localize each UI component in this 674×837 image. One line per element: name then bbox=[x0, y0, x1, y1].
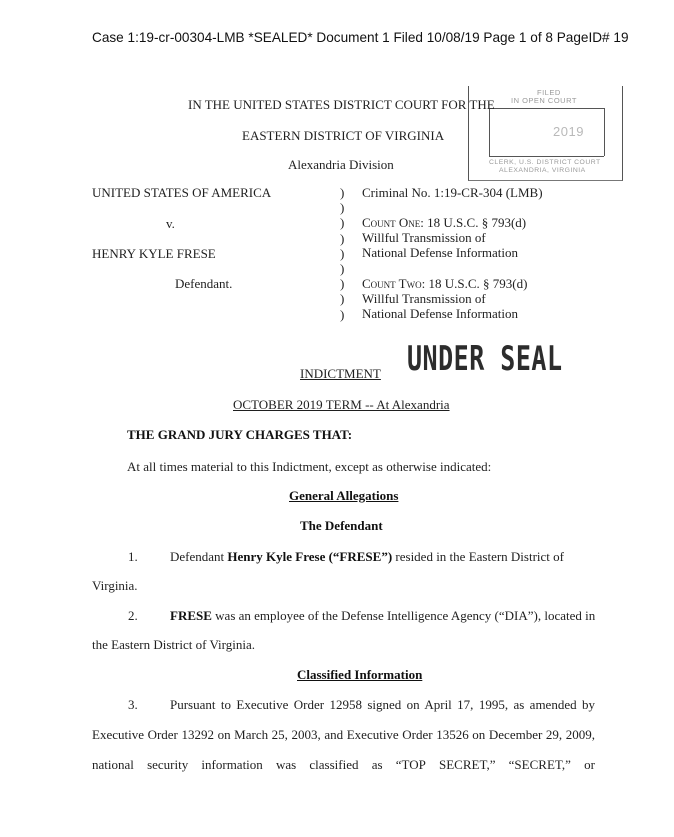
count-two bbox=[362, 276, 527, 292]
count-two-statute: 18 U.S.C. § 793(d) bbox=[428, 276, 528, 291]
count-one-statute: 18 U.S.C. § 793(d) bbox=[427, 215, 527, 230]
defendant-heading: The Defendant bbox=[300, 518, 383, 533]
para-3-word: SECRET,” bbox=[439, 757, 496, 772]
case-header: Case 1:19-cr-00304-LMB *SEALED* Document 1 Filed 10/08/19 Page 1 of 8 PageID# 19 bbox=[92, 30, 629, 45]
stamp-filed: FILED bbox=[537, 88, 561, 97]
para-3-word: national bbox=[92, 757, 134, 772]
count-one-label: Count One: bbox=[362, 215, 424, 230]
para-3-word: was bbox=[276, 757, 297, 772]
criminal-number: Criminal No. 1:19-CR-304 (LMB) bbox=[362, 185, 543, 200]
stamp-rule bbox=[489, 108, 604, 109]
para-3-line-3 bbox=[92, 757, 595, 773]
count-two-line-3: National Defense Information bbox=[362, 306, 518, 321]
para-3-line-1: Pursuant to Executive Order 12958 signed on April 17, 1995, as amended by bbox=[170, 697, 595, 712]
para-3-word: “SECRET,” bbox=[508, 757, 571, 772]
stamp-year: 2019 bbox=[553, 124, 584, 139]
caption-parens: ) ) ) ) ) ) ) ) ) bbox=[340, 185, 345, 322]
para-3-word: security bbox=[147, 757, 189, 772]
para-1-number: 1. bbox=[128, 549, 138, 564]
stamp-location: ALEXANDRIA, VIRGINIA bbox=[499, 167, 586, 174]
para-1-post: resided in the Eastern District of bbox=[392, 549, 564, 564]
court-division: Alexandria Division bbox=[288, 157, 394, 172]
para-2-cont: the Eastern District of Virginia. bbox=[92, 637, 256, 652]
stamp-rule-left bbox=[489, 108, 490, 156]
classified-heading: Classified Information bbox=[297, 667, 423, 682]
para-2-bold: FRESE bbox=[170, 608, 212, 623]
indictment-title: INDICTMENT bbox=[300, 366, 381, 381]
count-two-label: Count Two: bbox=[362, 276, 426, 291]
intro-line: At all times material to this Indictment, except as otherwise indicated: bbox=[127, 459, 492, 474]
para-3-word: as bbox=[371, 757, 383, 772]
para-2-post: was an employee of the Defense Intelligence Agency (“DIA”), located in bbox=[211, 608, 596, 623]
stamp-rule-bottom bbox=[489, 156, 604, 157]
under-seal-stamp: UNDER SEAL bbox=[407, 339, 563, 379]
versus: v. bbox=[166, 216, 175, 231]
court-line-2: EASTERN DISTRICT OF VIRGINIA bbox=[242, 128, 445, 143]
para-1-cont: Virginia. bbox=[92, 578, 138, 593]
para-3-line-2: Executive Order 13292 on March 25, 2003, and Executive Order 13526 on December 29, 2009, bbox=[92, 727, 595, 742]
count-one-line-3: National Defense Information bbox=[362, 245, 518, 260]
para-3-word: classified bbox=[309, 757, 359, 772]
court-line-1: IN THE UNITED STATES DISTRICT COURT FOR THE bbox=[188, 97, 495, 112]
defendant-label: Defendant. bbox=[175, 276, 233, 291]
para-3-word: information bbox=[201, 757, 263, 772]
para-3-number: 3. bbox=[128, 697, 138, 712]
para-3-word: or bbox=[584, 757, 595, 772]
defendant-name: HENRY KYLE FRESE bbox=[92, 246, 216, 261]
para-3-word: “TOP bbox=[395, 757, 426, 772]
para-1-pre: Defendant bbox=[170, 549, 228, 564]
stamp-in-open-court: IN OPEN COURT bbox=[511, 96, 577, 105]
grand-jury-charges: THE GRAND JURY CHARGES THAT: bbox=[127, 427, 353, 442]
plaintiff: UNITED STATES OF AMERICA bbox=[92, 185, 272, 200]
general-allegations-heading: General Allegations bbox=[289, 488, 399, 503]
stamp-rule-right bbox=[604, 108, 605, 156]
para-2-line-1 bbox=[170, 608, 595, 624]
para-1-line-1 bbox=[170, 549, 564, 565]
para-2-number: 2. bbox=[128, 608, 138, 623]
count-one bbox=[362, 215, 526, 231]
term-line: OCTOBER 2019 TERM -- At Alexandria bbox=[233, 397, 450, 412]
count-one-line-2: Willful Transmission of bbox=[362, 230, 486, 245]
para-1-bold: Henry Kyle Frese (“FRESE”) bbox=[227, 549, 393, 564]
stamp-clerk: CLERK, U.S. DISTRICT COURT bbox=[489, 159, 601, 166]
count-two-line-2: Willful Transmission of bbox=[362, 291, 486, 306]
